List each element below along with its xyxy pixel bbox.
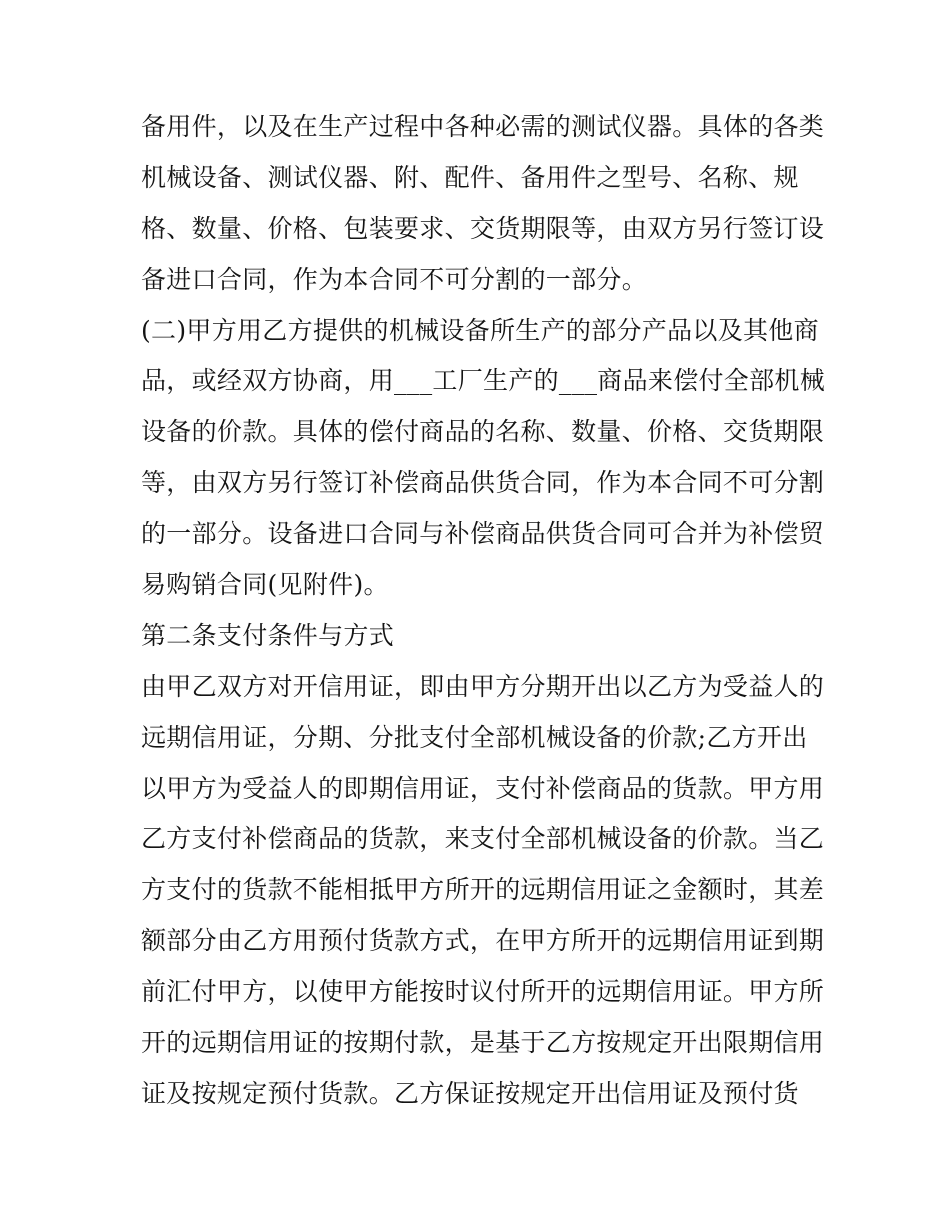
text-line: 易购销合同(见附件)。 bbox=[141, 570, 389, 600]
text-line: 额部分由乙方用预付货款方式，在甲方所开的远期信用证到期 bbox=[141, 926, 825, 956]
text-line: 品，或经双方协商，用___工厂生产的___商品来偿付全部机械 bbox=[141, 366, 826, 396]
text-line: 方支付的货款不能相抵甲方所开的远期信用证之金额时，其差 bbox=[141, 875, 825, 905]
text-line: 以甲方为受益人的即期信用证，支付补偿商品的货款。甲方用 bbox=[141, 773, 825, 803]
text-line: 远期信用证，分期、分批支付全部机械设备的价款;乙方开出 bbox=[141, 722, 808, 752]
text-line: 备进口合同，作为本合同不可分割的一部分。 bbox=[141, 264, 648, 294]
text-line: 由甲乙双方对开信用证，即由甲方分期开出以乙方为受益人的 bbox=[141, 671, 825, 701]
text-line: 的一部分。设备进口合同与补偿商品供货合同可合并为补偿贸 bbox=[141, 519, 825, 549]
text-line: 备用件，以及在生产过程中各种必需的测试仪器。具体的各类 bbox=[141, 112, 825, 141]
text-line: 乙方支付补偿商品的货款，来支付全部机械设备的价款。当乙 bbox=[141, 824, 825, 854]
text-line: 机械设备、测试仪器、附、配件、备用件之型号、名称、规 bbox=[141, 162, 799, 192]
text-line: 证及按规定预付货款。乙方保证按规定开出信用证及预付货 bbox=[141, 1078, 799, 1108]
text-line: 开的远期信用证的按期付款，是基于乙方按规定开出限期信用 bbox=[141, 1028, 825, 1058]
text-line: 前汇付甲方，以使甲方能按时议付所开的远期信用证。甲方所 bbox=[141, 977, 825, 1007]
text-line: 格、数量、价格、包装要求、交货期限等，由双方另行签订设 bbox=[141, 213, 825, 243]
text-line: 等，由双方另行签订补偿商品供货合同，作为本合同不可分割 bbox=[141, 468, 825, 498]
text-line: 设备的价款。具体的偿付商品的名称、数量、价格、交货期限 bbox=[141, 417, 825, 447]
clause-2-text-line: (二)甲方用乙方提供的机械设备所生产的部分产品以及其他商 bbox=[141, 315, 819, 345]
article-2-heading: 第二条支付条件与方式 bbox=[141, 620, 395, 650]
contract-text-body bbox=[141, 102, 826, 1120]
